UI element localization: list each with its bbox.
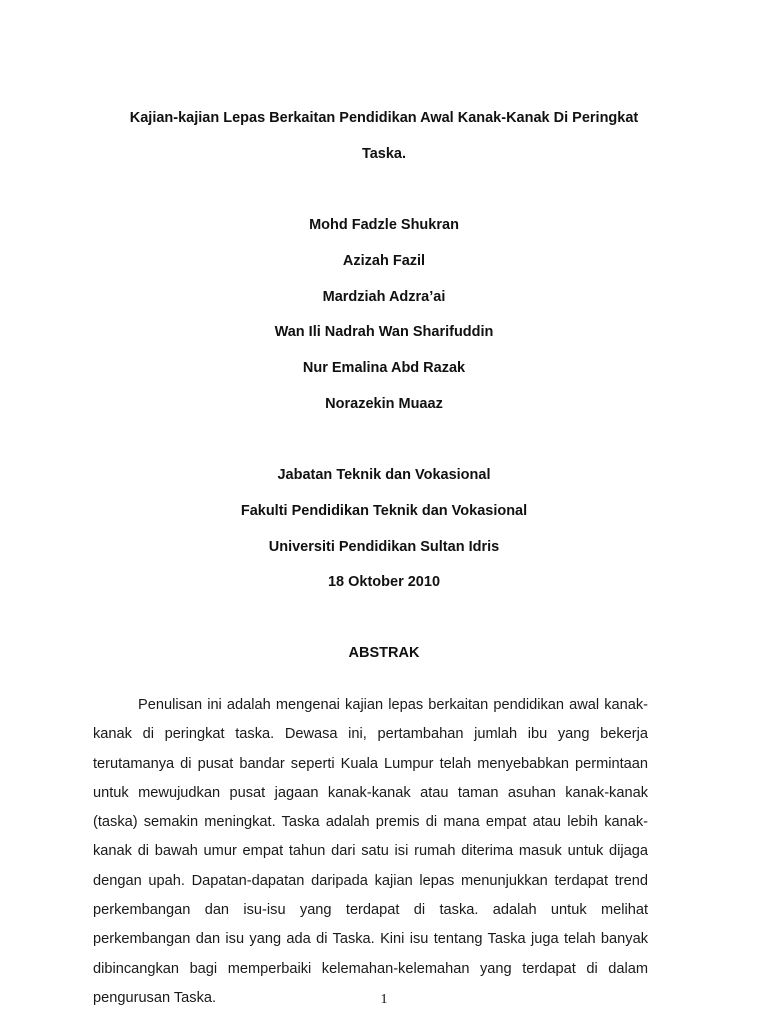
author-1: Mohd Fadzle Shukran (309, 217, 459, 233)
department: Jabatan Teknik dan Vokasional (277, 467, 491, 483)
date: 18 Oktober 2010 (327, 574, 441, 590)
abstract-body (93, 691, 648, 1013)
author-6: Norazekin Muaaz (325, 396, 443, 412)
author-3: Mardziah Adzra’ai (322, 289, 446, 305)
title-line-1: Kajian-kajian Lepas Berkaitan Pendidikan Awal Kanak-Kanak Di Peringkat (129, 110, 639, 126)
author-5: Nur Emalina Abd Razak (302, 360, 466, 376)
author-4: Wan Ili Nadrah Wan Sharifuddin (274, 324, 494, 340)
abstract-paragraph: Penulisan ini adalah mengenai kajian lepas berkaitan pendidikan awal kanak-kanak di peringkat taska. Dewasa ini, pertambahan jumlah ibu yang bekerja terutamanya di pusat bandar seperti Kuala Lumpur telah menyebabkan permintaan untuk mewujudkan pusat jagaan kanak-kanak atau taman asuhan kanak-kanak (taska) semakin meningkat. Taska adalah premis di mana empat atau lebih kanak-kanak di bawah umur empat tahun dari satu isi rumah diterima masuk untuk dijaga dengan upah. Dapatan-dapatan daripada kajian lepas menunjukkan terdapat trend perkembangan dan isu-isu yang terdapat di taska. adalah untuk melihat perkembangan dan isu yang ada di Taska. Kini isu tentang Taska juga telah banyak dibincangkan bagi memperbaiki kelemahan-kelemahan yang terdapat di dalam pengurusan Taska. (93, 697, 648, 1006)
page-number: 1 (380, 992, 388, 1007)
author-2: Azizah Fazil (342, 253, 426, 269)
faculty: Fakulti Pendidikan Teknik dan Vokasional (240, 503, 528, 519)
abstract-heading: ABSTRAK (348, 645, 420, 661)
university: Universiti Pendidikan Sultan Idris (268, 539, 500, 555)
title-line-2: Taska. (361, 146, 407, 162)
